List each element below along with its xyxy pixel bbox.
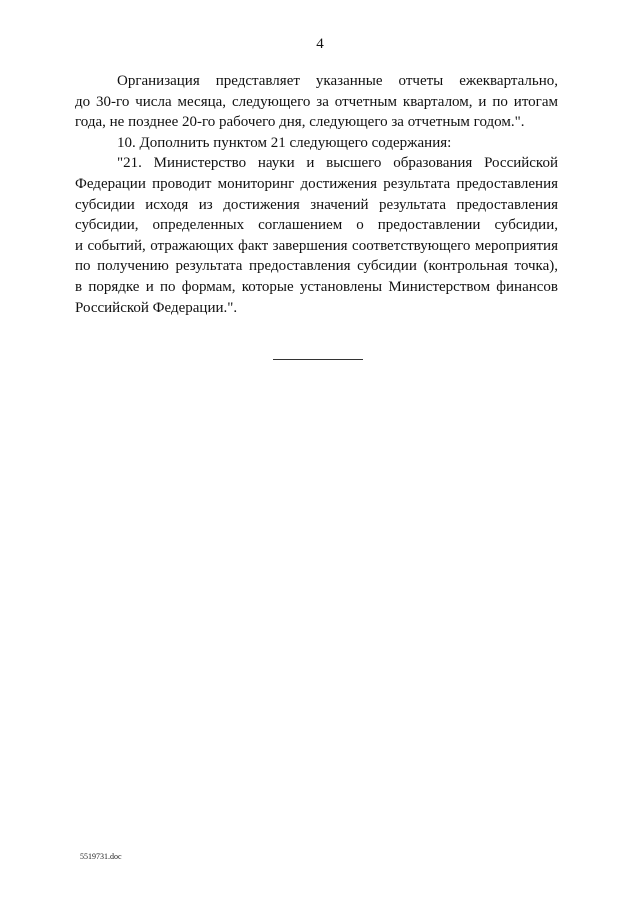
text-line: субсидии исходя из достижения значений результата предоставления <box>75 196 558 213</box>
text-line: по получению результата предоставления субсидии (контрольная точка), <box>75 258 558 275</box>
document-body <box>75 71 558 318</box>
text-line: и событий, отражающих факт завершения соответствующего мероприятия <box>75 237 558 254</box>
text-line: 10. Дополнить пунктом 21 следующего содержания: <box>117 134 452 151</box>
text-line: Организация представляет указанные отчеты ежеквартально, <box>117 73 558 89</box>
text-line: до 30-го числа месяца, следующего за отчетным кварталом, и по итогам <box>75 93 558 110</box>
text-line: субсидии, определенных соглашением о предоставлении субсидии, <box>75 217 558 234</box>
text-line: Российской Федерации.". <box>75 299 238 316</box>
text-line: Федерации проводит мониторинг достижения результата предоставления <box>75 175 558 192</box>
paragraph-item-10 <box>75 133 558 154</box>
page-number: 4 <box>316 36 324 52</box>
text-line: в порядке и по формам, которые установлены Министерством финансов <box>75 278 558 295</box>
end-divider <box>273 359 363 360</box>
paragraph-item-21 <box>75 153 558 318</box>
paragraph-report-submission <box>75 71 558 133</box>
text-line: "21. Министерство науки и высшего образования Российской <box>117 155 558 172</box>
text-line: года, не позднее 20-го рабочего дня, следующего за отчетным годом.". <box>75 114 525 131</box>
document-file-id: 5519731.doc <box>80 852 122 861</box>
